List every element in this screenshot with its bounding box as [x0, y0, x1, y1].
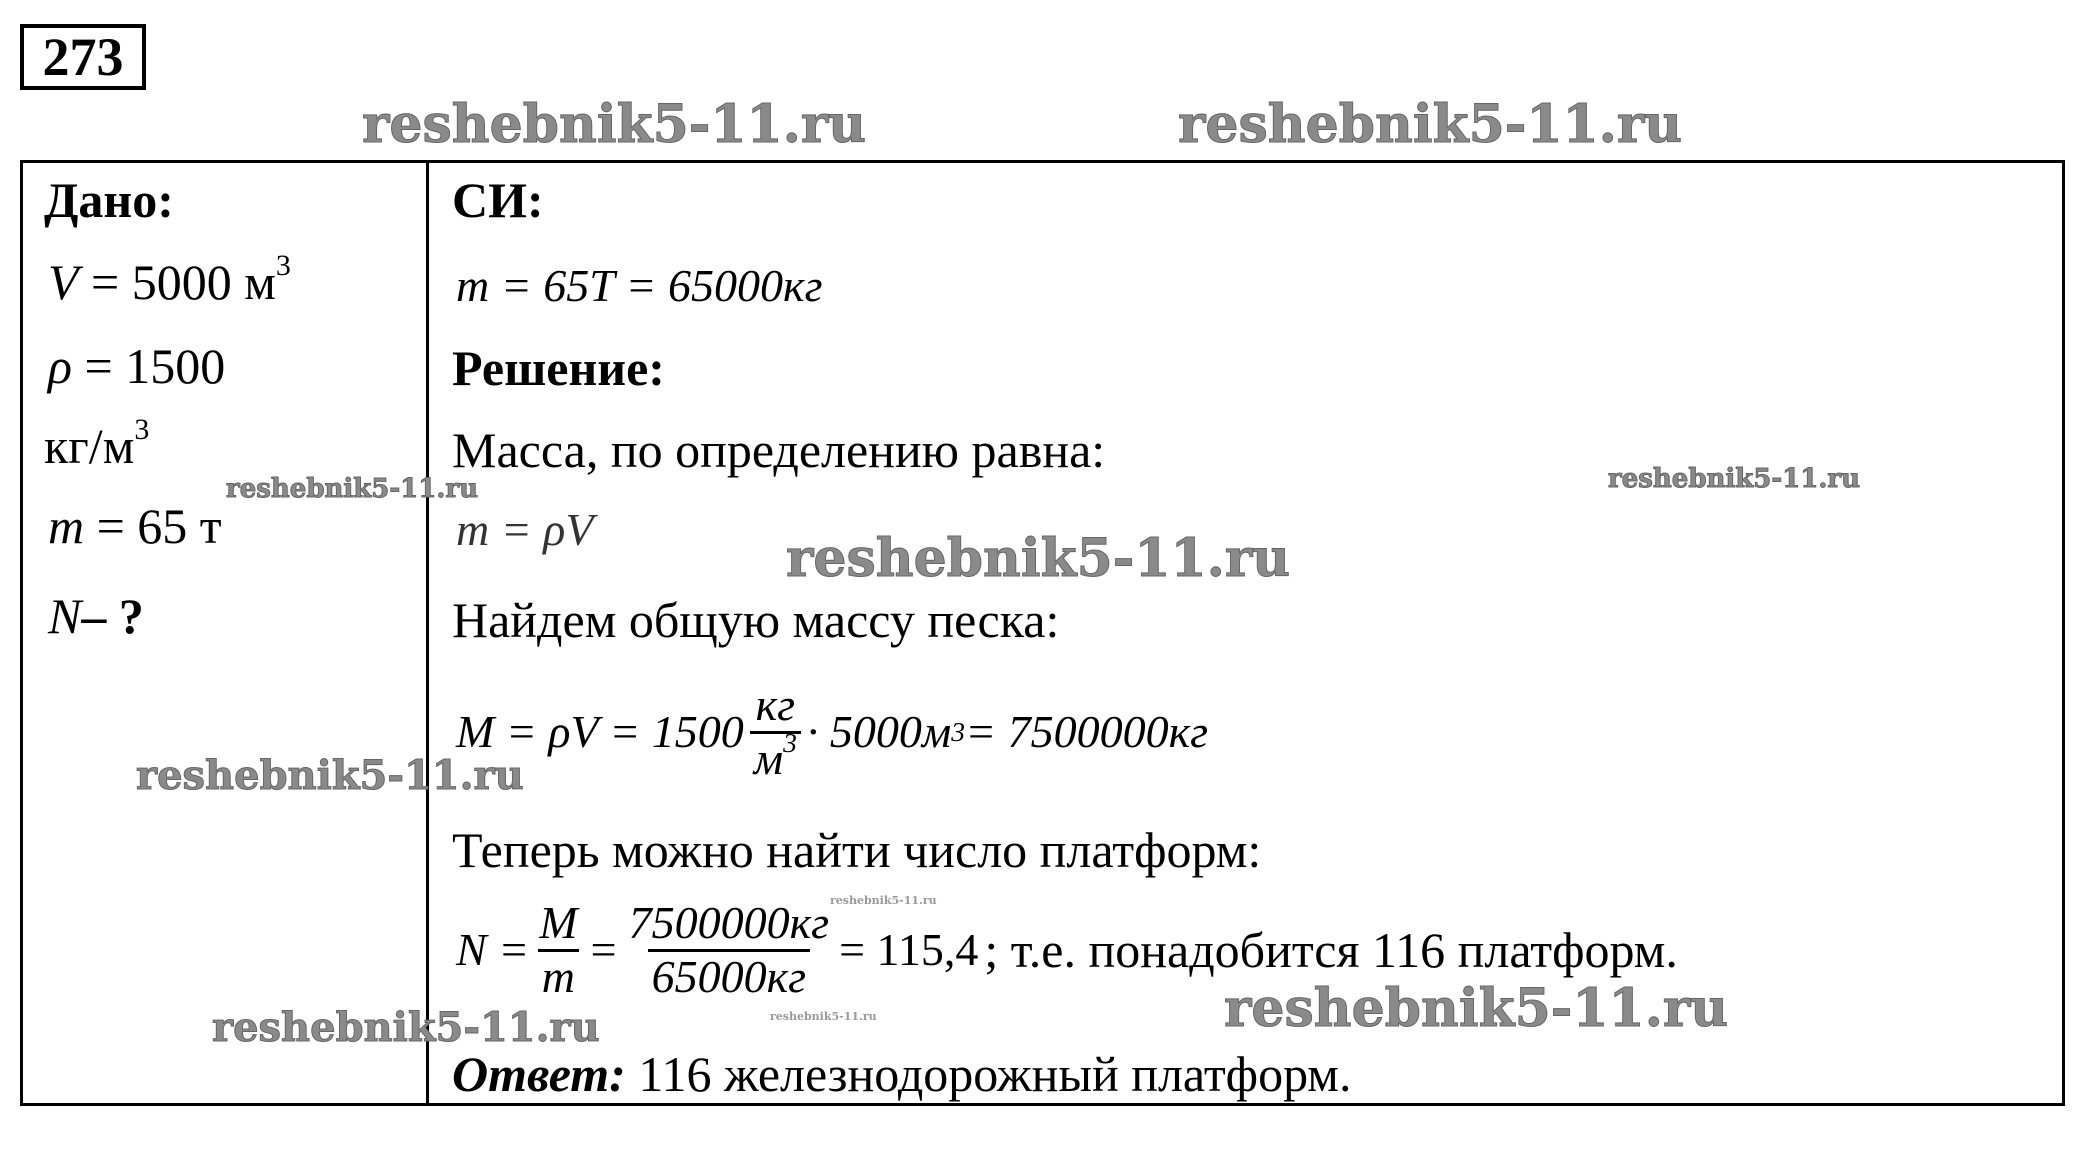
unknown-question: – ? [81, 588, 144, 644]
watermark: reshebnik5-11.ru [770, 1010, 877, 1023]
watermark: reshebnik5-11.ru [136, 752, 524, 799]
fraction-denominator [750, 726, 801, 785]
given-density [48, 338, 225, 394]
density-unit-exponent: 3 [134, 413, 150, 446]
fraction-denominator-base: м [753, 732, 784, 784]
fraction2-denominator: 65000кг [648, 949, 810, 1003]
volume-exponent: 3 [275, 249, 291, 282]
density-symbol: ρ [48, 338, 72, 394]
unknown-symbol: N [48, 588, 82, 644]
fraction-m-over-m [535, 898, 581, 1002]
mass-symbol: m [48, 498, 85, 554]
formula2-mid: · 5000м [806, 706, 952, 758]
si-formula: m = 65T = 65000кг [456, 260, 823, 311]
solution-line-2: Найдем общую массу песка: [452, 592, 1060, 648]
watermark: reshebnik5-11.ru [1224, 978, 1729, 1039]
answer-label: Ответ: [452, 1046, 626, 1102]
watermark: reshebnik5-11.ru [830, 894, 937, 907]
volume-symbol: V [48, 254, 79, 310]
fraction2-numerator: 7500000кг [628, 897, 830, 948]
mass-value: = 65 т [96, 498, 222, 554]
solution-title: Решение: [452, 340, 665, 396]
formula3-result: = 115,4 [839, 924, 979, 976]
fraction1-denominator: m [538, 949, 579, 1003]
given-volume [48, 249, 291, 310]
fraction-numerator: кг [755, 679, 796, 730]
answer-text: 116 железнодорожный платформ. [625, 1046, 1352, 1102]
watermark: reshebnik5-11.ru [786, 528, 1291, 589]
watermark: reshebnik5-11.ru [212, 1004, 600, 1051]
watermark: reshebnik5-11.ru [226, 474, 479, 504]
solution-line-1: Масса, по определению равна: [452, 422, 1106, 478]
si-title: СИ: [452, 172, 544, 228]
formula3-text: ; т.е. понадобится 116 платформ. [984, 922, 1678, 979]
density-value: = 1500 [84, 338, 226, 394]
fraction-values [625, 898, 833, 1002]
given-mass [48, 498, 222, 554]
volume-value: = 5000 м [91, 254, 276, 310]
formula3-left: N = [456, 924, 530, 976]
watermark: reshebnik5-11.ru [1178, 94, 1683, 155]
solution-line-3: Теперь можно найти число платформ: [452, 822, 1262, 878]
fraction1-numerator: M [539, 897, 578, 948]
formula-total-mass: M = ρV = 1500 $\frac{кг}{м^3}$ · 5000м 3 = 7500000кг [456, 679, 1209, 784]
density-unit: кг/м [44, 418, 135, 474]
watermark: reshebnik5-11.ru [362, 94, 867, 155]
formula2-right: = 7500000кг [965, 706, 1209, 758]
problem-number: 273 [20, 24, 146, 90]
formula3-equals: = [587, 924, 619, 976]
given-density-unit [44, 413, 150, 474]
given-title: Дано: [44, 172, 174, 228]
column-divider [426, 160, 429, 1106]
formula2-left: M = ρV = 1500 [456, 706, 744, 758]
formula-mass: m = ρV [456, 504, 594, 555]
answer-line [452, 1046, 1351, 1102]
fraction-denominator-exponent: 3 [783, 726, 797, 758]
watermark: reshebnik5-11.ru [1608, 464, 1861, 494]
given-unknown [48, 588, 144, 644]
fraction-density-unit [750, 680, 801, 784]
